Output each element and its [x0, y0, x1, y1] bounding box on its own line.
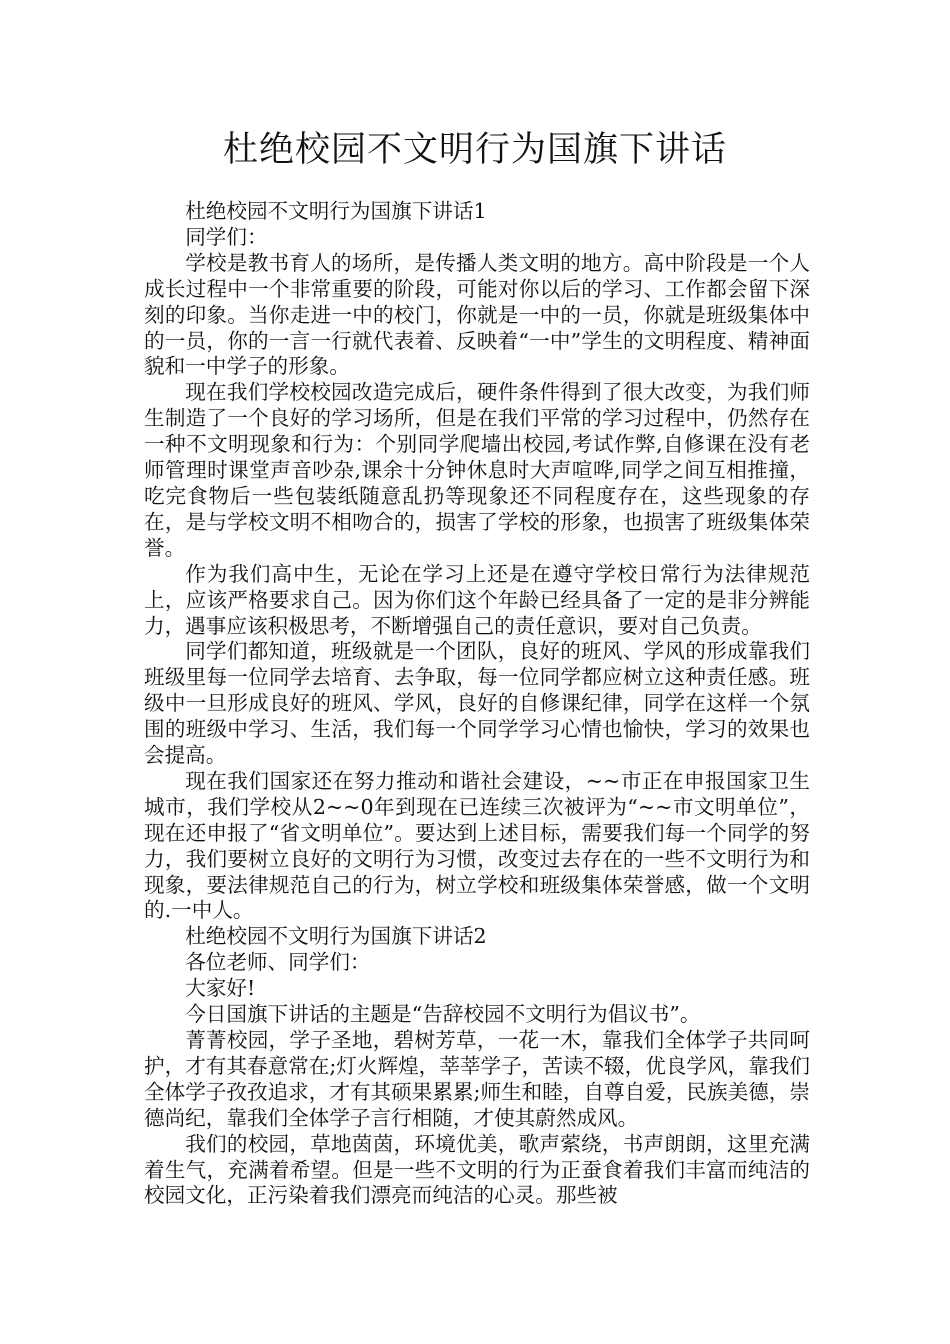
salutation-1: 同学们： — [185, 224, 268, 249]
document-title: 杜绝校园不文明行为国旗下讲话 — [222, 130, 727, 170]
document-body — [144, 199, 810, 1209]
paragraph: 同学们都知道，班级就是一个团队，良好的班风、学风的形成靠我们班级里每一位同学去培育、去争取，每一位同学都应树立这种责任感。班级中一旦形成良好的班风、学风，良好的自修课纪律，同学在这样一个氛围的班级中学习、生活，我们每一个同学学习心情也愉快，学习的效果也会提高。 — [144, 639, 810, 768]
paragraph: 现在我们国家还在努力推动和谐社会建设，~~市正在申报国家卫生城市，我们学校从2~~0年到现在已连续三次被评为“~~市文明单位”，现在还申报了“省文明单位”。要达到上述目标，需要我们每一个同学的努力，我们要树立良好的文明行为习惯，改变过去存在的一些不文明行为和现象，要法律规范自己的行为，树立学校和班级集体荣誉感，做一个文明的.一中人。 — [144, 768, 810, 923]
paragraph: 今日国旗下讲话的主题是“告辞校园不文明行为倡议书”。 — [185, 1002, 701, 1027]
paragraph: 作为我们高中生，无论在学习上还是在遵守学校日常行为法律规范上，应该严格要求自己。因为你们这个年龄已经具备了一定的是非分辨能力，遇事应该积极思考，不断增强自己的责任意识，要对自己负责。 — [144, 561, 810, 638]
paragraph: 我们的校园，草地茵茵，环境优美，歌声萦绕，书声朗朗，这里充满着生气，充满着希望。但是一些不文明的行为正蚕食着我们丰富而纯洁的校园文化，正污染着我们漂亮而纯洁的心灵。那些被 — [144, 1131, 810, 1208]
salutation-2: 各位老师、同学们： — [185, 950, 371, 975]
paragraph: 菁菁校园，学子圣地，碧树芳草，一花一木，靠我们全体学子共同呵护，才有其春意常在;灯火辉煌，莘莘学子，苦读不辍，优良学风，靠我们全体学子孜孜追求，才有其硕果累累;师生和睦，自尊自爱，民族美德，崇德尚纪，靠我们全体学子言行相随，才使其蔚然成风。 — [144, 1028, 810, 1130]
greeting: 大家好! — [185, 976, 256, 1001]
paragraph: 学校是教书育人的场所，是传播人类文明的地方。高中阶段是一个人成长过程中一个非常重要的阶段，可能对你以后的学习、工作都会留下深刻的印象。当你走进一中的校门，你就是一中的一员，你就是班级集体中的一员，你的一言一行就代表着、反映着“一中”学生的文明程度、精神面貌和一中学子的形象。 — [144, 250, 810, 379]
paragraph: 现在我们学校校园改造完成后，硬件条件得到了很大改变，为我们师生制造了一个良好的学习场所，但是在我们平常的学习过程中，仍然存在一种不文明现象和行为：个别同学爬墙出校园,考试作弊,自修课在没有老师管理时课堂声音吵杂,课余十分钟休息时大声喧哗,同学之间互相推撞，吃完食物后一些包装纸随意乱扔等现象还不同程度存在，这些现象的存在，是与学校文明不相吻合的，损害了学校的形象，也损害了班级集体荣誉。 — [144, 380, 810, 560]
section-heading-2: 杜绝校园不文明行为国旗下讲话2 — [185, 924, 487, 949]
section-heading-1: 杜绝校园不文明行为国旗下讲话1 — [185, 199, 487, 223]
